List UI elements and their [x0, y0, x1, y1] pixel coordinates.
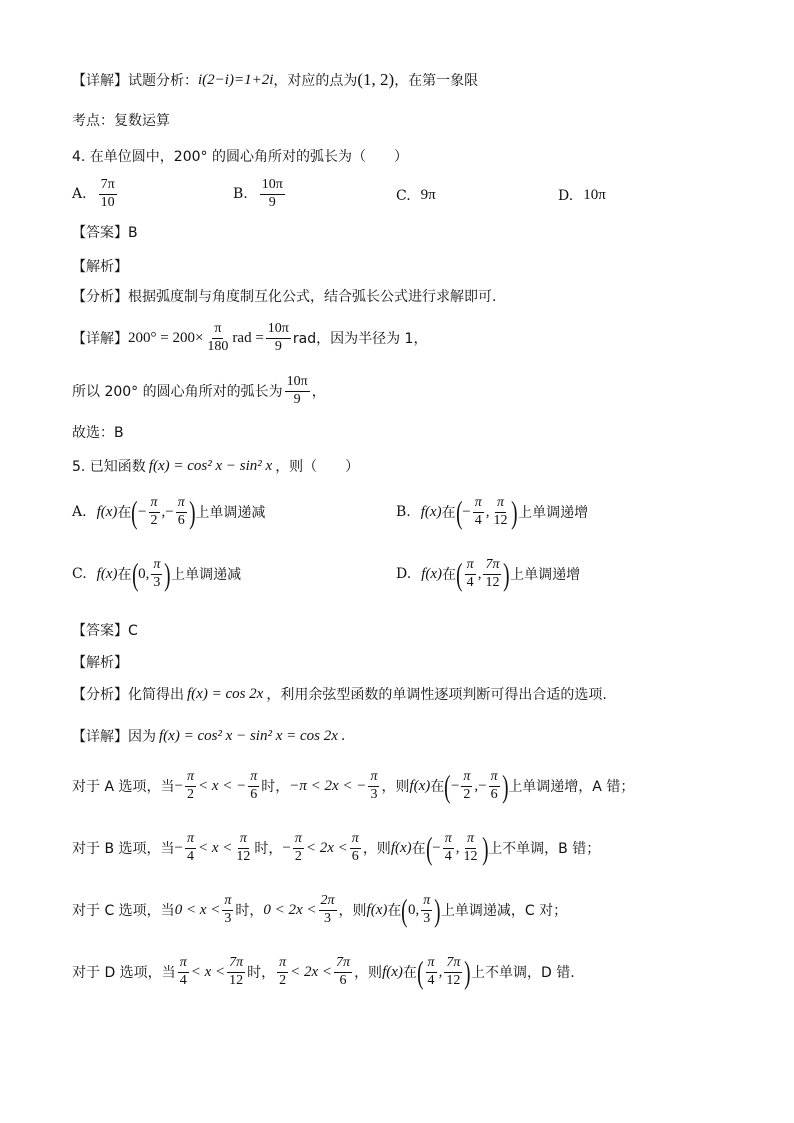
- fraction: $\frac{\pi}{3}$: [224, 893, 232, 926]
- option-tail: 上单调递增: [518, 505, 589, 522]
- detail-part-b: rad =: [232, 329, 264, 346]
- zai: 在: [411, 841, 426, 858]
- separator: ,: [485, 503, 490, 520]
- text: ，则: [354, 965, 383, 982]
- option-tail: 上单调递增: [510, 567, 581, 584]
- fraction: $\frac{\pi}{3}$: [153, 557, 161, 590]
- text: 时，: [261, 779, 290, 796]
- fraction: $\frac{\pi}{6}$: [490, 769, 498, 802]
- math-text: −: [174, 839, 183, 856]
- q4-jiexi: 【解析】: [72, 259, 128, 275]
- separator: ,: [477, 565, 482, 582]
- lead-text: 对于 D 选项，当: [72, 965, 176, 982]
- q4-detail: [72, 322, 427, 354]
- detail-tail: ，在第一象限: [394, 73, 479, 89]
- q4-option-c[interactable]: [396, 187, 436, 204]
- math-text: < 2x <: [290, 963, 333, 980]
- fraction: $\frac{\pi}{4}$: [466, 557, 474, 590]
- text: 时，: [235, 903, 264, 920]
- right-paren: ): [481, 830, 489, 867]
- q4-choose: 故选：B: [72, 425, 124, 441]
- zero: 0,: [408, 901, 420, 918]
- separator: ,−: [474, 777, 487, 794]
- fx: f(x): [96, 565, 118, 582]
- lead-text: 对于 C 选项，当: [72, 903, 175, 920]
- conclusion-tail: ，: [311, 384, 326, 401]
- detail-part-c: rad，因为半径为 1，: [292, 331, 428, 348]
- q4-stem: 4. 在单位圆中，200° 的圆心角所对的弧长为（ ）: [72, 149, 408, 165]
- analysis-lead: 【分析】化简得出: [72, 687, 184, 703]
- right-paren: ): [503, 556, 510, 593]
- left-paren: (: [456, 556, 463, 593]
- zai: 在: [387, 903, 402, 920]
- text: 时，: [247, 965, 276, 982]
- option-tail: 上单调递减: [171, 567, 242, 584]
- fx: f(x): [409, 777, 431, 794]
- fraction: $\frac{\pi}{2}$: [463, 769, 471, 802]
- option-letter: D.: [558, 187, 574, 204]
- lead-text: 对于 B 选项，当: [72, 841, 175, 858]
- q5-option-d[interactable]: [396, 556, 581, 593]
- minus: −: [432, 839, 441, 856]
- q5-analysis-c: [72, 892, 568, 929]
- option-letter: C.: [396, 187, 411, 204]
- stem-tail: ，则（ ）: [275, 459, 360, 475]
- left-paren: (: [131, 556, 139, 593]
- point-coordinates: (1, 2): [357, 70, 395, 89]
- left-paren: (: [444, 768, 451, 805]
- q5-analysis-d: [72, 954, 575, 991]
- right-paren: ): [511, 494, 518, 531]
- fraction: $\frac{\pi}{6}$: [351, 831, 359, 864]
- option-fraction: $\frac{7\pi}{10}$: [100, 177, 115, 210]
- zai: 在: [441, 505, 456, 522]
- detail-tail: .: [340, 728, 346, 744]
- math-text: −: [282, 839, 291, 856]
- fraction: $\frac{\pi}{4}$: [444, 831, 452, 864]
- separator: ,: [438, 963, 443, 980]
- option-value: 10π: [583, 187, 606, 203]
- zai: 在: [117, 567, 132, 584]
- option-letter: A.: [72, 186, 87, 203]
- math-text: < x <: [198, 839, 233, 856]
- right-paren: ): [434, 892, 441, 929]
- option-letter: B.: [233, 186, 248, 203]
- fraction: $\frac{\pi}{12}$: [463, 831, 478, 864]
- fraction: $\frac{7\pi}{12}$: [446, 955, 461, 988]
- fraction: $\frac{\pi}{4}$: [179, 955, 187, 988]
- detail-label: 【详解】: [72, 331, 128, 348]
- option-tail: 上单调递减: [195, 505, 266, 522]
- detail-part-a: 200° = 200×: [128, 329, 204, 346]
- minus: −: [450, 777, 460, 794]
- math-text: −π < 2x < −: [289, 777, 367, 794]
- fraction: $\frac{\pi}{2}$: [279, 955, 287, 988]
- math-text: < x < −: [197, 777, 247, 794]
- tail-text: 上单调递增，A 错；: [508, 779, 635, 796]
- separator: ,−: [161, 503, 174, 520]
- fraction: $\frac{\pi}{2}$: [294, 831, 302, 864]
- q4-option-b[interactable]: [233, 178, 287, 210]
- fraction: $\frac{\pi}{2}$: [186, 769, 194, 802]
- option-letter: D.: [396, 566, 412, 583]
- q5-stem: [72, 456, 359, 476]
- right-paren: ): [164, 556, 171, 593]
- q3-detail-line: [72, 70, 478, 90]
- fraction: $\frac{2\pi}{3}$: [320, 893, 335, 926]
- math-text: < x <: [190, 963, 226, 980]
- fraction: $\frac{\pi}{2}$: [150, 495, 158, 528]
- fraction: $\frac{\pi}{4}$: [427, 955, 435, 988]
- zai: 在: [402, 965, 417, 982]
- fraction: $\frac{\pi}{3}$: [370, 769, 378, 802]
- tail-text: 上不单调，D 错.: [470, 965, 575, 982]
- left-paren: (: [401, 892, 408, 929]
- option-fraction: $\frac{10\pi}{9}$: [261, 177, 283, 210]
- analysis-expression: f(x) = cos 2x: [187, 685, 264, 702]
- q4-answer: 【答案】B: [72, 225, 138, 241]
- fraction: $\frac{\pi}{4}$: [186, 831, 194, 864]
- detail-mid: ，对应的点为: [273, 73, 358, 89]
- detail-expression: i(2−i)=1+2i: [198, 71, 274, 88]
- fx: f(x): [382, 963, 403, 980]
- fraction: $\frac{\pi}{12}$: [493, 495, 508, 528]
- q5-option-a[interactable]: [72, 494, 266, 531]
- math-text: 0 < x <: [174, 901, 221, 918]
- detail-lead: 试题分析：: [128, 73, 198, 89]
- option-value: 9π: [420, 187, 436, 203]
- fraction: $\frac{\pi}{12}$: [236, 831, 251, 864]
- q5-analysis-b: [72, 830, 601, 867]
- option-letter: C.: [72, 566, 87, 583]
- left-paren: (: [417, 954, 424, 991]
- fraction: $\frac{7\pi}{12}$: [229, 955, 244, 988]
- fx: f(x): [390, 839, 412, 856]
- fraction: $\frac{7\pi}{6}$: [336, 955, 351, 988]
- right-paren: ): [501, 768, 509, 805]
- q4-conclusion: [72, 375, 326, 407]
- option-letter: B.: [396, 504, 411, 521]
- minus: −: [462, 503, 471, 520]
- left-paren: (: [455, 494, 463, 531]
- fraction: $\frac{\pi}{3}$: [423, 893, 431, 926]
- separator: ,: [455, 839, 460, 856]
- fx: f(x): [421, 565, 443, 582]
- detail-lead: 【详解】因为: [72, 729, 156, 745]
- analysis-tail: ，利用余弦型函数的单调性逐项判断可得出合适的选项.: [266, 687, 607, 703]
- fx: f(x): [96, 503, 118, 520]
- text: ，则: [338, 903, 367, 920]
- math-text: 0 < 2x <: [263, 901, 317, 918]
- math-text: −: [174, 777, 183, 794]
- lead-text: 对于 A 选项，当: [72, 779, 175, 796]
- fraction: $\frac{\pi}{180}$: [207, 321, 229, 354]
- text: 时，: [254, 841, 283, 858]
- left-paren: (: [425, 830, 433, 867]
- zai: 在: [442, 567, 457, 584]
- q5-option-b[interactable]: [396, 494, 589, 531]
- right-paren: ): [464, 954, 471, 991]
- q3-kaodian: 考点：复数运算: [72, 113, 170, 129]
- math-text: < 2x <: [305, 839, 348, 856]
- text: ，则: [362, 841, 391, 858]
- fraction: $\frac{10\pi}{9}$: [286, 374, 308, 407]
- fraction: $\frac{\pi}{4}$: [474, 495, 482, 528]
- function-expression: f(x) = cos² x − sin² x: [148, 457, 273, 474]
- fraction: $\frac{\pi}{6}$: [250, 769, 258, 802]
- detail-expression: f(x) = cos² x − sin² x = cos 2x: [159, 727, 338, 744]
- q4-option-d[interactable]: [558, 187, 606, 204]
- tail-text: 上单调递减，C 对；: [440, 903, 568, 920]
- q5-analysis: [72, 684, 607, 704]
- q4-option-a[interactable]: [72, 178, 119, 210]
- right-paren: ): [188, 494, 196, 531]
- conclusion-text: 所以 200° 的圆心角所对的弧长为: [72, 384, 283, 401]
- text: ，则: [381, 779, 410, 796]
- left-paren: (: [131, 494, 138, 531]
- q5-analysis-a: [72, 768, 635, 805]
- q5-jiexi: 【解析】: [72, 655, 128, 671]
- zero: 0,: [138, 565, 150, 582]
- fraction: $\frac{10\pi}{9}$: [267, 321, 289, 354]
- fraction: $\frac{7\pi}{12}$: [485, 557, 500, 590]
- q5-option-c[interactable]: [72, 556, 242, 593]
- fx: f(x): [366, 901, 388, 918]
- detail-label: 【详解】: [72, 73, 128, 89]
- tail-text: 上不单调，B 错；: [488, 841, 601, 858]
- q5-answer: 【答案】C: [72, 623, 138, 639]
- option-letter: A.: [72, 504, 87, 521]
- q5-detail: [72, 726, 345, 746]
- fraction: $\frac{\pi}{6}$: [177, 495, 185, 528]
- zai: 在: [117, 505, 132, 522]
- stem-lead: 5. 已知函数: [72, 459, 146, 475]
- minus: −: [138, 503, 147, 520]
- q4-analysis: 【分析】根据弧度制与角度制互化公式，结合弧长公式进行求解即可.: [72, 289, 497, 305]
- fx: f(x): [420, 503, 442, 520]
- zai: 在: [430, 779, 445, 796]
